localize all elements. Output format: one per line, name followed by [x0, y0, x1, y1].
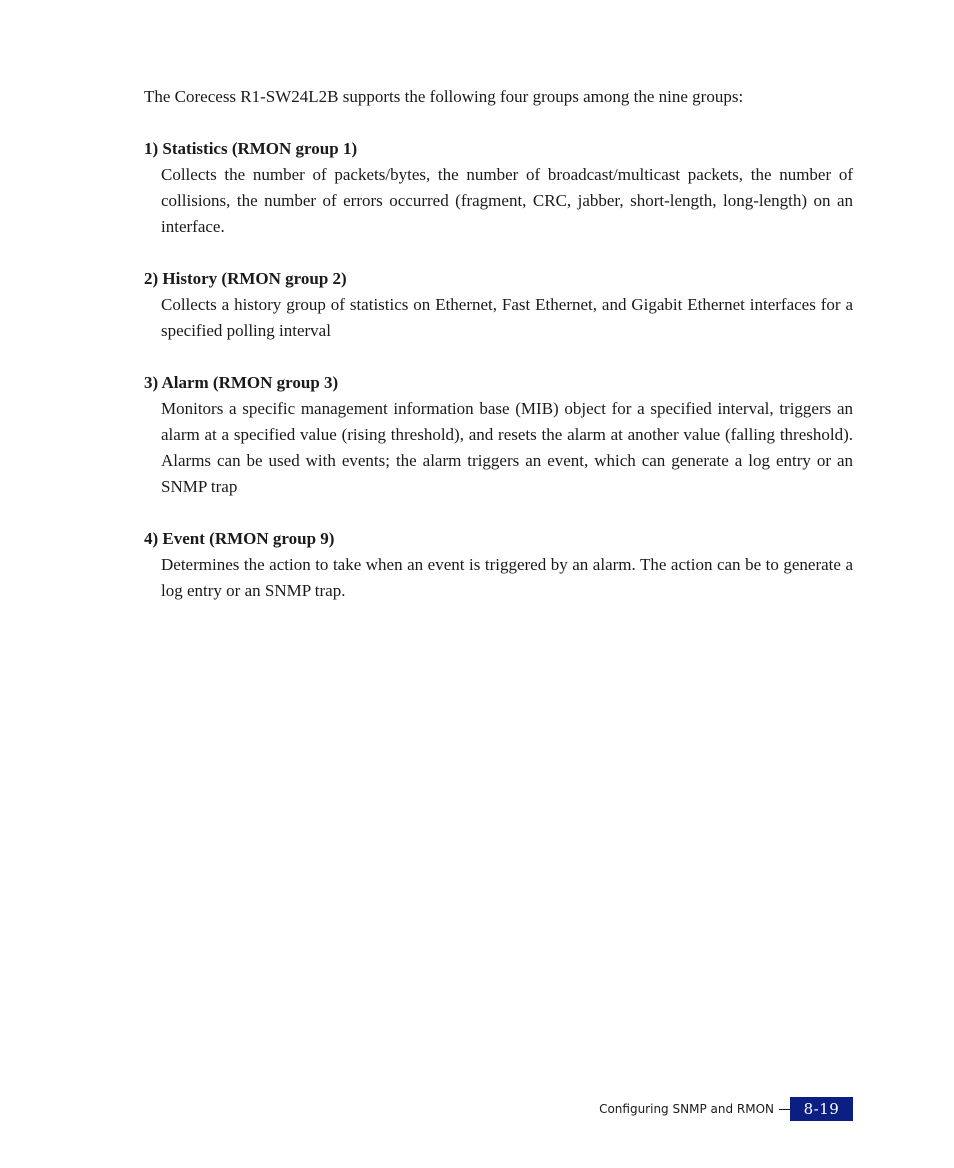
page-footer — [0, 1097, 954, 1121]
group-statistics — [144, 136, 853, 240]
intro-paragraph: The Corecess R1-SW24L2B supports the following four groups among the nine groups: — [144, 87, 744, 106]
section-heading: 4) Event (RMON group 9) — [144, 529, 335, 548]
section-heading: 2) History (RMON group 2) — [144, 269, 347, 288]
section-body: Collects the number of packets/bytes, the number of broadcast/multicast packets, the number of collisions, the number of errors occurred (fragment, CRC, jabber, short-length, long-length) on an interface. — [161, 165, 853, 236]
page-content — [144, 84, 853, 604]
page-number-badge: 8-19 — [790, 1097, 853, 1121]
section-heading: 1) Statistics (RMON group 1) — [144, 139, 358, 158]
group-history — [144, 266, 853, 344]
group-alarm — [144, 370, 853, 500]
section-body: Determines the action to take when an event is triggered by an alarm. The action can be to generate a log entry or an SNMP trap. — [161, 555, 853, 600]
section-heading: 3) Alarm (RMON group 3) — [144, 373, 339, 392]
footer-divider — [779, 1109, 790, 1110]
footer-chapter-title: Configuring SNMP and RMON — [599, 1102, 774, 1116]
section-body: Monitors a specific management information base (MIB) object for a specified interval, triggers an alarm at a specified value (rising threshold), and resets the alarm at another value (falling threshold). Alarms can be used with events; the alarm triggers an event, which can generate a log entry or an SNMP trap — [161, 399, 853, 496]
section-body: Collects a history group of statistics on Ethernet, Fast Ethernet, and Gigabit Ethernet interfaces for a specified polling interval — [161, 295, 853, 340]
group-event — [144, 526, 853, 604]
